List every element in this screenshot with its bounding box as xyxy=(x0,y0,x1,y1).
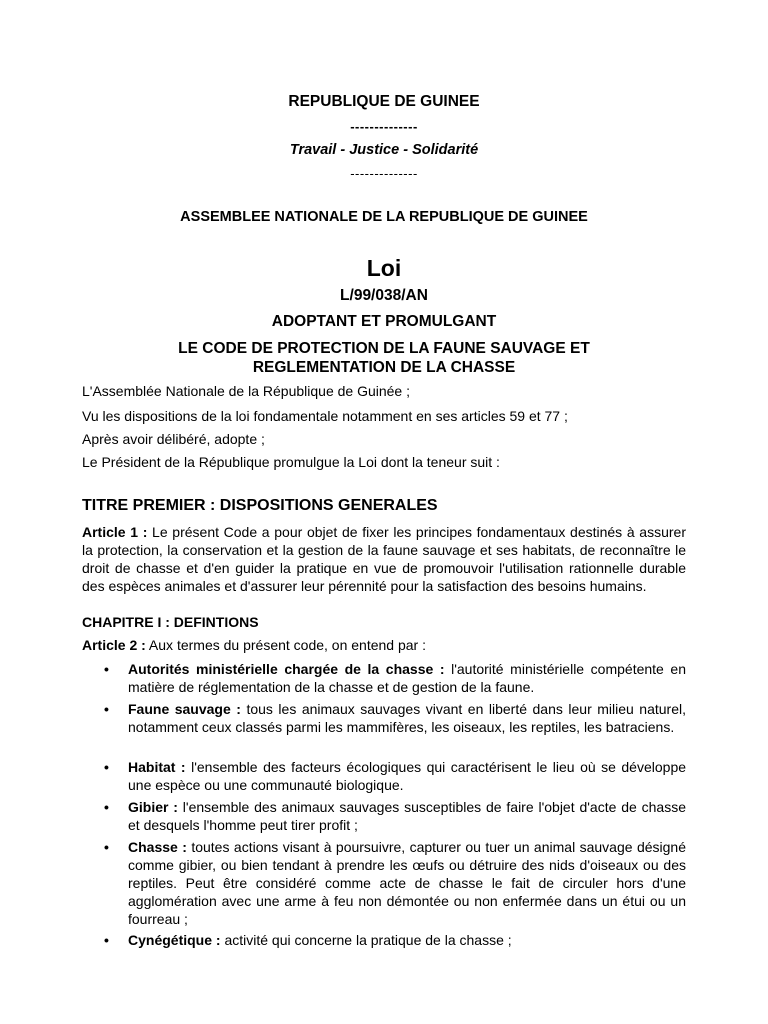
preamble-line: Après avoir délibéré, adopte ; xyxy=(82,431,265,447)
definition-item xyxy=(128,931,686,949)
definition-text: l'ensemble des facteurs écologiques qui caractérisent le lieu où se développe une espèce ou une communauté biologique. xyxy=(128,759,687,793)
article-label: Article 1 : xyxy=(82,524,148,540)
definition-term: Cynégétique : xyxy=(128,932,221,948)
preamble-line: L'Assemblée Nationale de la République de Guinée ; xyxy=(82,383,411,399)
bullet-icon: • xyxy=(104,701,109,717)
definition-item xyxy=(128,838,686,928)
definition-text: l'ensemble des animaux sauvages susceptibles de faire l'objet d'acte de chasse et desquels l'homme peut tirer profit ; xyxy=(128,799,686,833)
republic-heading: REPUBLIQUE DE GUINEE xyxy=(288,93,480,110)
preamble-line: Vu les dispositions de la loi fondamentale notamment en ses articles 59 et 77 ; xyxy=(82,408,568,424)
bullet-icon: • xyxy=(104,932,109,948)
definition-term: Gibier : xyxy=(128,799,178,815)
definition-text: tous les animaux sauvages vivant en liberté dans leur milieu naturel, notamment ceux classés parmi les mammifères, les oiseaux, les reptiles, les batraciens. xyxy=(128,701,687,735)
preamble-line: Le Président de la République promulgue la Loi dont la teneur suit : xyxy=(82,454,500,470)
definition-item xyxy=(128,700,686,736)
definition-term: Chasse : xyxy=(128,839,187,855)
bullet-icon: • xyxy=(104,661,109,677)
article-2 xyxy=(82,636,686,654)
definition-item xyxy=(128,798,686,834)
definition-term: Autorités ministérielle chargée de la chasse : xyxy=(128,661,445,677)
bullet-icon: • xyxy=(104,839,109,855)
article-label: Article 2 : xyxy=(82,637,146,653)
divider: -------------- xyxy=(350,166,418,181)
definition-item xyxy=(128,758,686,794)
article-text: Aux termes du présent code, on entend par : xyxy=(145,637,426,653)
law-adoption: ADOPTANT ET PROMULGANT xyxy=(271,313,497,330)
titre-premier-heading: TITRE PREMIER : DISPOSITIONS GENERALES xyxy=(82,497,438,514)
definition-text: activité qui concerne la pratique de la chasse ; xyxy=(220,932,512,948)
article-text: Le présent Code a pour objet de fixer les principes fondamentaux destinés à assurer la protection, la conservation et la gestion de la faune sauvage et ses habitats, de reconnaître le droit de chasse et d'en guider la pratique en vue de promouvoir l'utilisation rationnelle durable des espèces animales et d'assurer leur pérennité pour la satisfaction des besoins humains. xyxy=(82,524,686,594)
bullet-icon: • xyxy=(104,759,109,775)
definition-term: Habitat : xyxy=(128,759,186,775)
definition-text: toutes actions visant à poursuivre, capturer ou tuer un animal sauvage désigné comme gibier, ou bien tendant à prendre les œufs ou détruire des nids d'oiseaux ou des reptiles. Peut être considéré comme acte de chasse le fait de circuler hors d'une agglomération avec une arme à feu non démontée ou non enfermée dans un étui ou un fourreau ; xyxy=(128,839,687,927)
assembly-heading: ASSEMBLEE NATIONALE DE LA REPUBLIQUE DE GUINEE xyxy=(180,209,588,225)
law-heading: Loi xyxy=(366,255,402,281)
law-number: L/99/038/AN xyxy=(340,287,428,304)
divider: -------------- xyxy=(350,119,418,134)
law-title-line: REGLEMENTATION DE LA CHASSE xyxy=(252,359,516,376)
chapitre-heading: CHAPITRE I : DEFINTIONS xyxy=(82,614,259,630)
bullet-icon: • xyxy=(104,799,109,815)
national-motto: Travail - Justice - Solidarité xyxy=(289,142,479,158)
definition-text: l'autorité ministérielle compétente en matière de réglementation de la chasse et de gestion de la faune. xyxy=(128,661,686,695)
definition-term: Faune sauvage : xyxy=(128,701,241,717)
article-1 xyxy=(82,523,686,595)
law-title-line: LE CODE DE PROTECTION DE LA FAUNE SAUVAGE ET xyxy=(178,340,590,357)
law-title xyxy=(0,339,768,377)
definition-item xyxy=(128,660,686,696)
